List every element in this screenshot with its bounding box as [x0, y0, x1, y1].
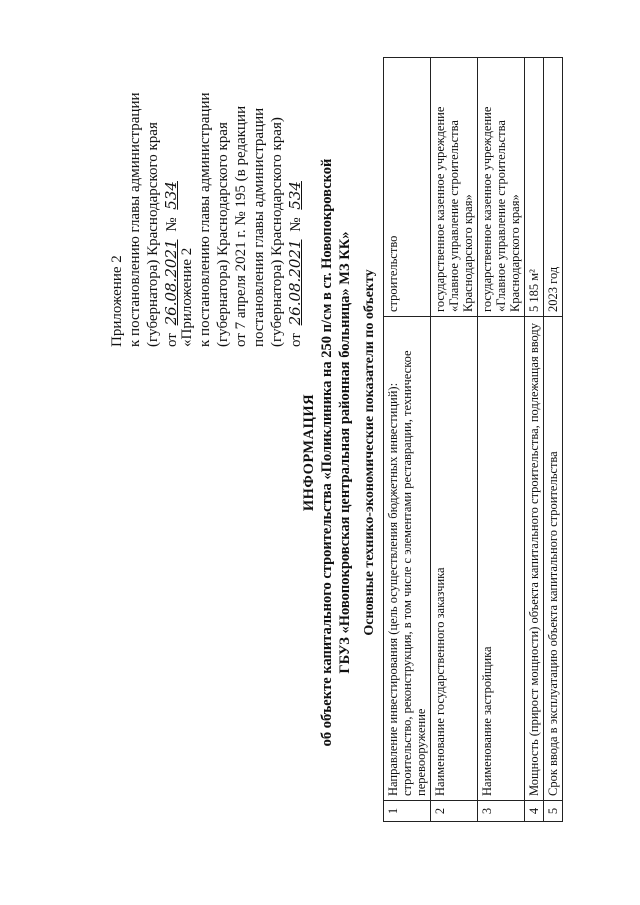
- title-line1: ИНФОРМАЦИЯ: [301, 393, 317, 512]
- appendix-original-date-prefix: от: [288, 333, 304, 347]
- row-number: 5: [544, 801, 563, 822]
- document-title: [300, 60, 354, 845]
- row-value: государственное казенное учреждение «Главное управление строительства Краснодарского края»: [478, 58, 525, 317]
- table-row: [478, 58, 525, 822]
- appendix-current-num-label: №: [164, 217, 180, 232]
- appendix-current-date: 26.08.2021: [162, 239, 180, 326]
- appendix-original-line5: постановления главы администрации: [251, 107, 267, 347]
- row-name: Мощность (прирост мощности) объекта капитального строительства, подлежащая вводу: [525, 317, 544, 801]
- appendix-original-line3: (губернатора) Краснодарского края: [215, 122, 231, 347]
- title-line2: об объекте капитального строительства «Поликлиника на 250 п/см в ст. Новопокровской: [319, 158, 335, 747]
- table-row: [525, 58, 544, 822]
- appendix-current-date-prefix: от: [164, 333, 180, 347]
- row-name: Наименование застройщика: [478, 317, 525, 801]
- appendix-original-line1: «Приложение 2: [179, 247, 195, 347]
- appendix-current-line2: к постановлению главы администрации: [127, 92, 143, 347]
- indicators-table: [383, 57, 563, 822]
- row-name: Наименование государственного заказчика: [431, 317, 478, 801]
- row-value: государственное казенное учреждение «Главное управление строительства Краснодарского края»: [431, 58, 478, 317]
- table-row: [544, 58, 563, 822]
- appendix-original-num-label: №: [288, 217, 304, 232]
- appendix-original-number: 534: [286, 181, 304, 210]
- row-number: 1: [384, 801, 431, 822]
- appendix-current: [108, 92, 181, 347]
- row-value: 5 185 м²: [525, 58, 544, 317]
- appendix-original-line4: от 7 апреля 2021 г. № 195 (в редакции: [233, 105, 249, 347]
- appendix-current-line3: (губернатора) Краснодарского края: [145, 122, 161, 347]
- appendix-current-line1: Приложение 2: [109, 255, 125, 347]
- row-number: 4: [525, 801, 544, 822]
- title-line3: ГБУЗ «Новопокровская центральная районная больница» МЗ КК»: [337, 231, 353, 674]
- row-name: Срок ввода в эксплуатацию объекта капитального строительства: [544, 317, 563, 801]
- row-value: строительство: [384, 58, 431, 317]
- appendix-original-date: 26.08.2021: [286, 239, 304, 326]
- section-title: Основные технико-экономические показатели по объекту: [362, 269, 377, 636]
- appendix-original-line2: к постановлению главы администрации: [197, 92, 213, 347]
- table-row: [431, 58, 478, 822]
- appendix-original: [178, 92, 305, 347]
- row-value: 2023 год: [544, 58, 563, 317]
- row-number: 2: [431, 801, 478, 822]
- appendix-current-number: 534: [162, 181, 180, 210]
- appendix-original-line6: (губернатора) Краснодарского края): [269, 117, 285, 347]
- row-number: 3: [478, 801, 525, 822]
- table-row: [384, 58, 431, 822]
- row-name: Направление инвестирования (цель осуществления бюджетных инвестиций): строительство, реконструкция, в том числе с элементами реставрации, техническое перевооружение: [384, 317, 431, 801]
